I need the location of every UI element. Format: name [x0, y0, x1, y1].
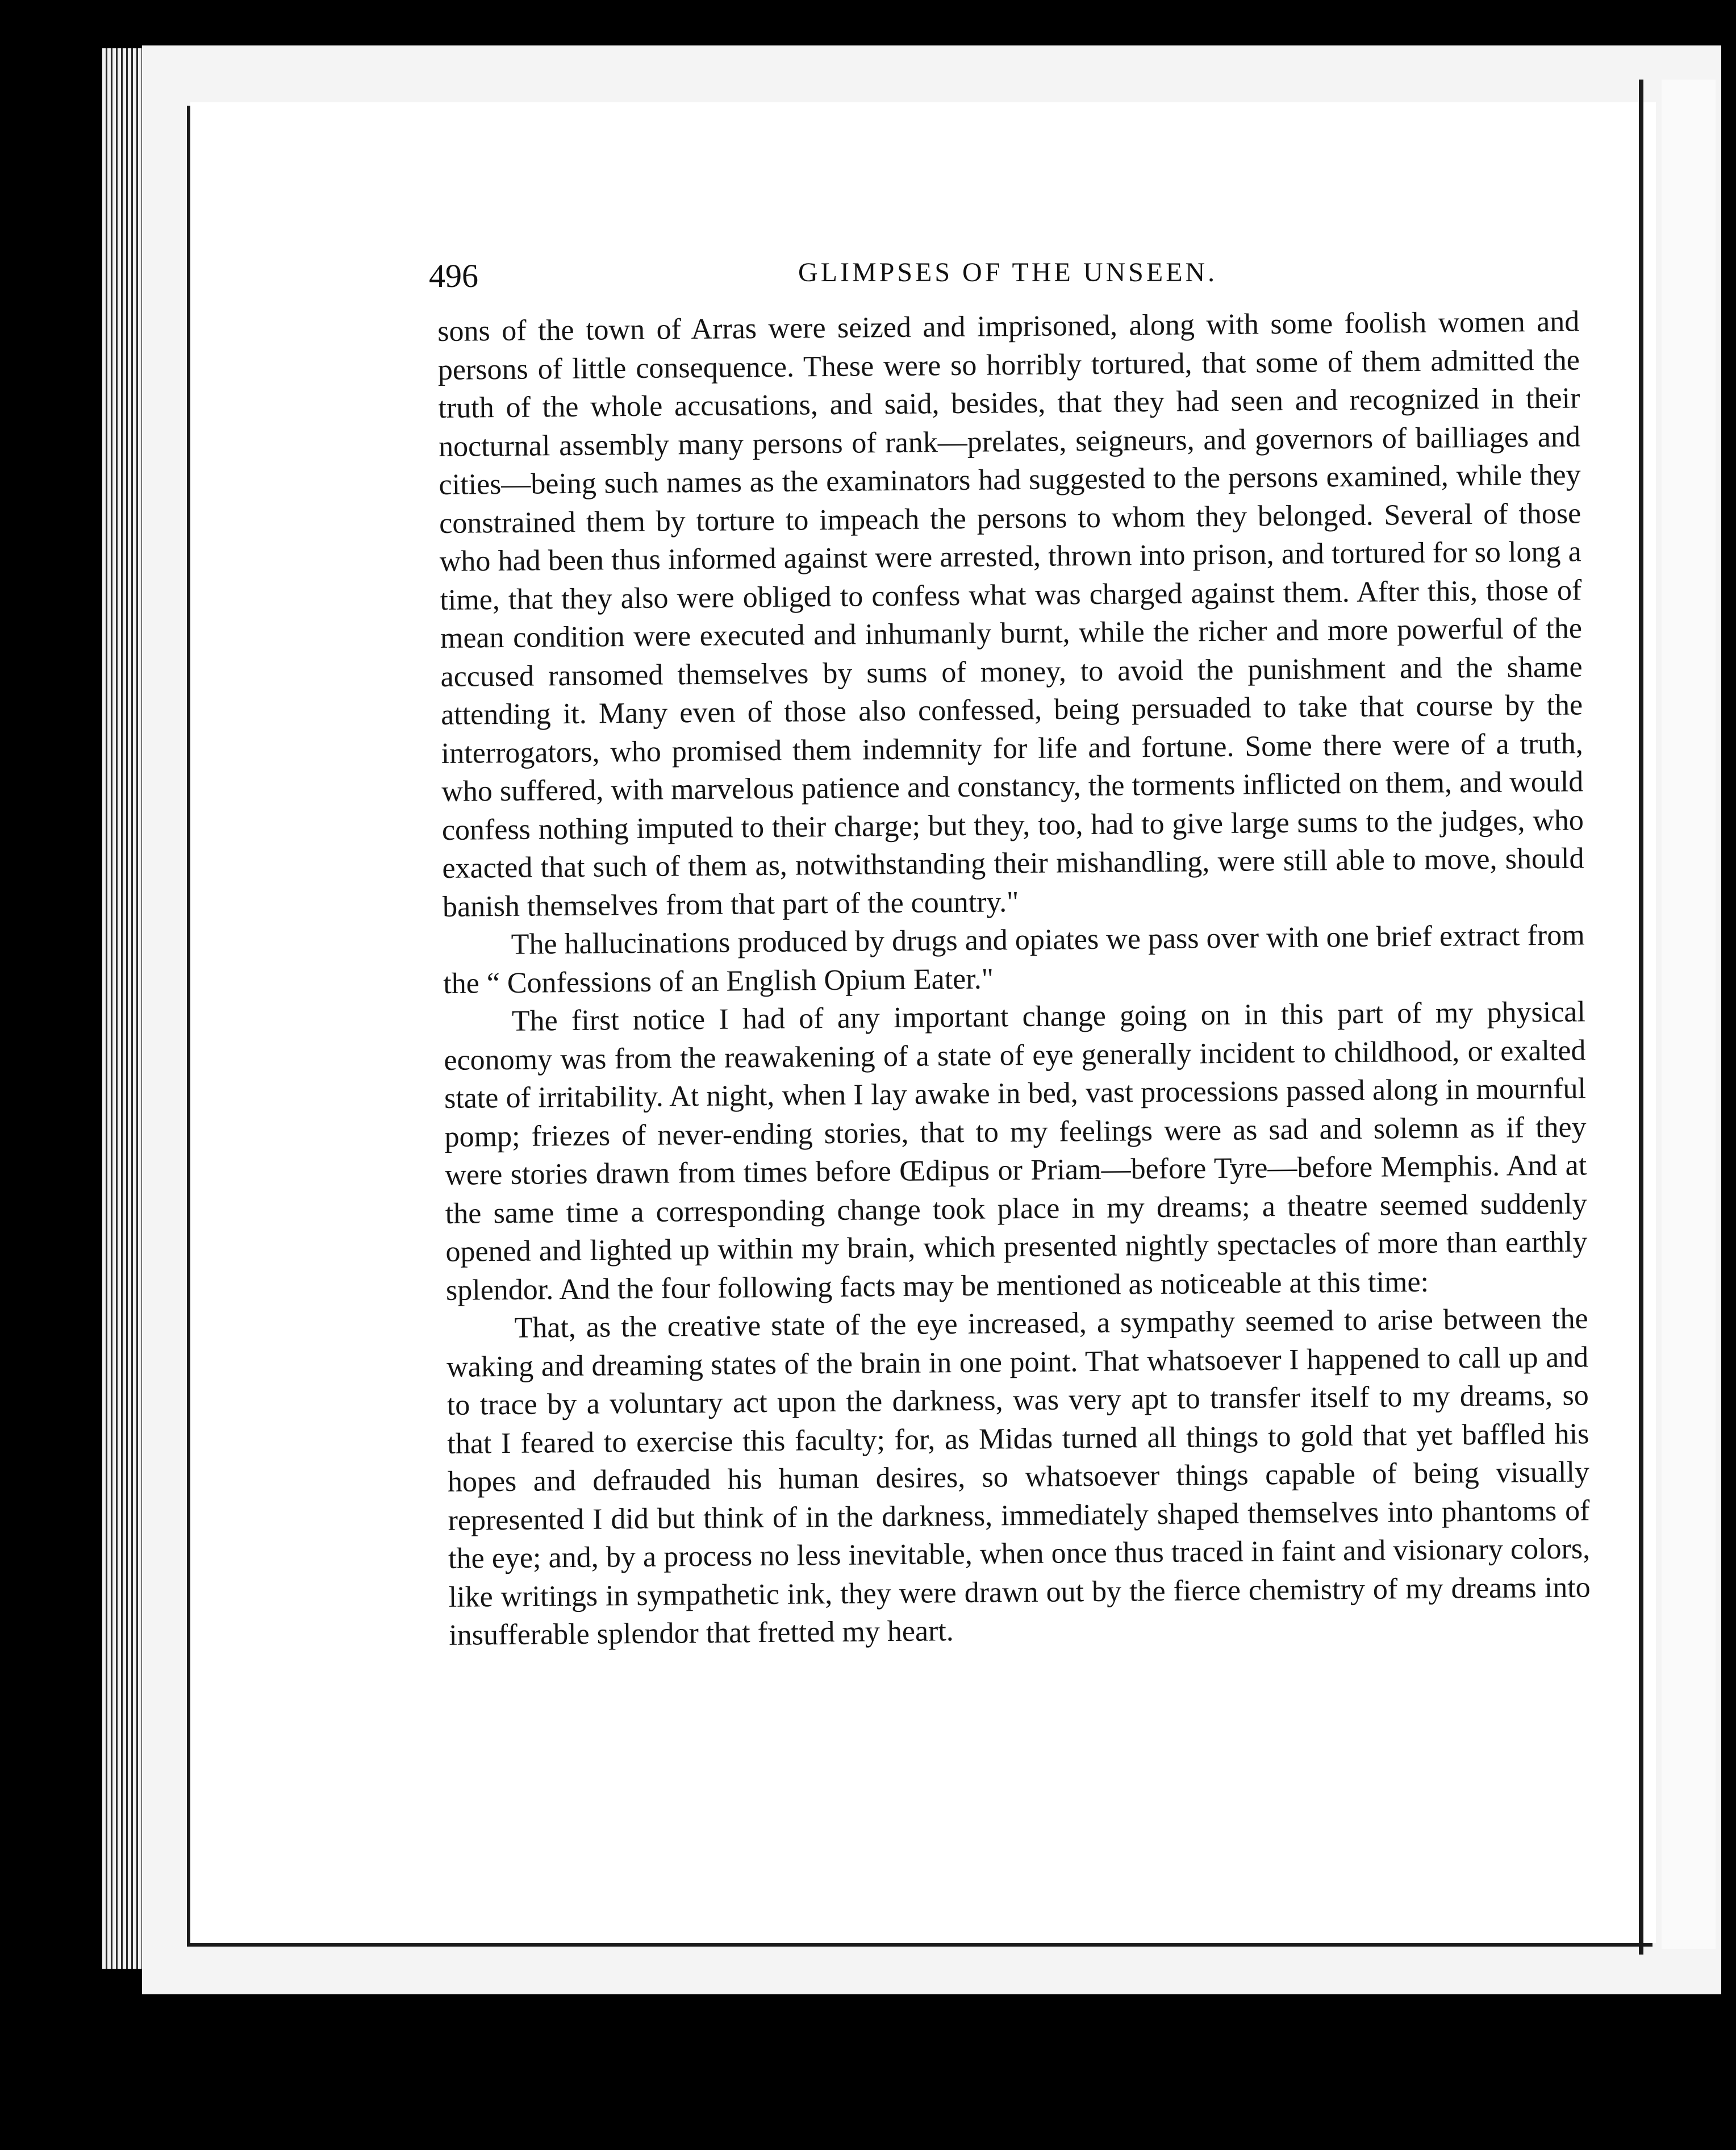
paragraph-first-notice: The first notice I had of any important change going on in this part of my physical economy was from the reawakening of a state of eye generally incident to childhood, or exalted state of irritability. At night, when I lay awake in bed, vast processions passed along in mournful pomp; friezes of never-ending stories, that to my feelings were as sad and solemn as if they were stories drawn from times before Œdipus or Priam—before Tyre—before Memphis. And at the same time a corresponding change took place in my dreams; a theatre seemed suddenly opened and lighted up within my brain, which presented nightly spectacles of more than earthly splendor. And the four following facts may be mentioned as noticeable at this time: [444, 995, 1588, 1307]
next-page-edge [1662, 80, 1716, 1949]
paragraph-hallucinations: The hallucinations produced by drugs and opiates we pass over with one brief extract from the “ Confessions of an English Opium Eater." [443, 919, 1585, 1000]
paragraph-creative-state: That, as the creative state of the eye increased, a sympathy seemed to arise between the waking and dreaming states of the brain in one point. That whatsoever I happened to call up and to trace by a voluntary act upon the darkness, was very apt to transfer itself to my dreams, so that I feared to exercise this faculty; for, as Midas turned all things to gold that yet baffled his hopes and defrauded his human desires, so whatsoever things capable of being visually represented I did but think of in the darkness, immediately shaped themselves into phantoms of the eye; and, by a process no less inevitable, when once thus traced in faint and visionary colors, like writings in sympathetic ink, they were drawn out by the fierce chemistry of my dreams into insufferable splendor that fretted my heart. [446, 1302, 1591, 1652]
page-fold-line [1639, 80, 1643, 1955]
page-number: 496 [429, 257, 478, 294]
body-text [437, 302, 1591, 1655]
paragraph-continuation: sons of the town of Arras were seized and imprisoned, along with some foolish women and persons of little consequence. These were so horribly tortured, that some of them admitted the truth of the whole accusations, and said, besides, that they had seen and recognized in their nocturnal assembly many persons of rank—prelates, seigneurs, and governors of bailliages and cities—being such names as the examinators had suggested to the persons examined, while they constrained them by torture to impeach the persons to whom they belonged. Several of those who had been thus informed against were arrested, thrown into prison, and tortured for so long a time, that they also were obliged to confess what was charged against them. After this, those of mean condition were executed and inhumanly burnt, while the richer and more powerful of the accused ransomed themselves by sums of money, to avoid the punishment and the shame attending it. Many even of those also confessed, being persuaded to take that course by the interrogators, who promised them indemnity for life and fortune. Some there were of a truth, who suffered, with marvelous patience and constancy, the torments inflicted on them, and would confess nothing imputed to their charge; but they, too, had to give large sums to the judges, who exacted that such of them as, notwithstanding their mishandling, were still able to move, should banish themselves from that part of the country." [437, 305, 1584, 923]
running-title: GLIMPSES OF THE UNSEEN. [798, 257, 1218, 288]
running-head [429, 250, 1565, 301]
